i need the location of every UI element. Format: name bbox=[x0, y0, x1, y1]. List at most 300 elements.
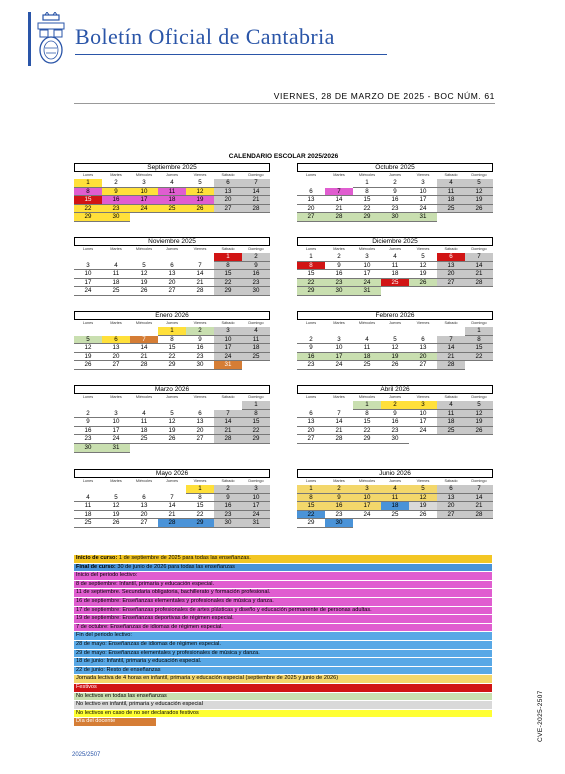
day-cell: 19 bbox=[130, 279, 158, 288]
weekday-label: Viernes bbox=[193, 247, 207, 251]
legend-text: Inicio del periodo lectivo: bbox=[76, 572, 138, 579]
empty-cell bbox=[130, 485, 158, 494]
empty-cell bbox=[325, 401, 353, 410]
day-cell: 23 bbox=[381, 427, 409, 436]
day-cell: 30 bbox=[242, 287, 270, 296]
day-cell: 20 bbox=[158, 279, 186, 288]
weekday-label: Lunes bbox=[82, 479, 94, 483]
day-cell: 22 bbox=[242, 427, 270, 436]
weekday-label: Sábado bbox=[221, 321, 235, 325]
legend-text: 29 de mayo: Enseñanzas elementales y profesionales de música y danza. bbox=[76, 649, 260, 656]
day-cell: 18 bbox=[437, 196, 465, 205]
day-cell: 23 bbox=[214, 511, 242, 520]
day-cell: 21 bbox=[437, 353, 465, 362]
month-name: Septiembre 2025 bbox=[74, 163, 270, 172]
day-cell: 19 bbox=[102, 511, 130, 520]
weekday-label: Martes bbox=[333, 479, 345, 483]
day-cell: 11 bbox=[437, 410, 465, 419]
day-cell: 17 bbox=[74, 279, 102, 288]
day-cell: 20 bbox=[437, 270, 465, 279]
weekday-label: Miércoles bbox=[135, 173, 153, 177]
weekday-label: Viernes bbox=[416, 395, 430, 399]
day-cell: 9 bbox=[242, 262, 270, 271]
day-cell: 19 bbox=[465, 196, 493, 205]
day-cell: 16 bbox=[325, 270, 353, 279]
day-cell: 3 bbox=[102, 410, 130, 419]
day-cell: 27 bbox=[102, 361, 130, 370]
day-cell: 6 bbox=[437, 253, 465, 262]
weekday-label: Domingo bbox=[471, 395, 487, 399]
empty-cell bbox=[74, 253, 102, 262]
day-cell: 25 bbox=[130, 435, 158, 444]
day-cell: 14 bbox=[214, 418, 242, 427]
weekday-label: Sábado bbox=[221, 395, 235, 399]
days-grid bbox=[297, 327, 493, 370]
day-cell: 13 bbox=[102, 344, 130, 353]
issue-divider bbox=[74, 103, 495, 104]
day-cell: 27 bbox=[297, 435, 325, 444]
day-cell: 5 bbox=[74, 336, 102, 345]
day-cell: 27 bbox=[214, 205, 242, 214]
day-cell: 24 bbox=[353, 511, 381, 520]
day-cell: 18 bbox=[381, 270, 409, 279]
day-cell: 11 bbox=[353, 344, 381, 353]
day-cell: 21 bbox=[186, 279, 214, 288]
weekday-label: Sábado bbox=[221, 479, 235, 483]
day-cell: 8 bbox=[242, 410, 270, 419]
weekday-header-row bbox=[297, 478, 493, 485]
weekday-label: Miércoles bbox=[358, 173, 376, 177]
day-cell: 17 bbox=[102, 427, 130, 436]
day-cell: 21 bbox=[130, 353, 158, 362]
day-cell: 11 bbox=[242, 336, 270, 345]
day-cell: 16 bbox=[381, 418, 409, 427]
day-cell: 10 bbox=[74, 270, 102, 279]
day-cell: 6 bbox=[186, 410, 214, 419]
day-cell: 28 bbox=[465, 279, 493, 288]
day-cell: 8 bbox=[297, 262, 325, 271]
weekday-label: Sábado bbox=[221, 173, 235, 177]
day-cell: 13 bbox=[437, 262, 465, 271]
weekday-label: Lunes bbox=[305, 321, 317, 325]
day-cell: 14 bbox=[242, 188, 270, 197]
day-cell: 5 bbox=[158, 410, 186, 419]
legend-text: 30 de junio de 2026 para todas las enseñanzas bbox=[115, 563, 235, 570]
day-cell: 26 bbox=[465, 205, 493, 214]
day-cell: 12 bbox=[409, 262, 437, 271]
day-cell: 14 bbox=[130, 344, 158, 353]
day-cell: 6 bbox=[158, 262, 186, 271]
day-cell: 17 bbox=[242, 502, 270, 511]
day-cell: 19 bbox=[409, 502, 437, 511]
day-cell: 3 bbox=[353, 485, 381, 494]
empty-cell bbox=[297, 401, 325, 410]
empty-cell bbox=[102, 253, 130, 262]
day-cell: 13 bbox=[297, 196, 325, 205]
day-cell: 29 bbox=[353, 213, 381, 222]
empty-cell bbox=[297, 179, 325, 188]
empty-cell bbox=[214, 401, 242, 410]
legend-row bbox=[74, 555, 492, 564]
month-name: Enero 2026 bbox=[74, 311, 270, 320]
month-calendar bbox=[74, 237, 270, 296]
days-grid bbox=[297, 253, 493, 296]
day-cell: 2 bbox=[297, 336, 325, 345]
day-cell: 16 bbox=[214, 502, 242, 511]
weekday-label: Viernes bbox=[416, 173, 430, 177]
day-cell: 12 bbox=[465, 410, 493, 419]
day-cell: 10 bbox=[353, 494, 381, 503]
day-cell: 14 bbox=[325, 196, 353, 205]
day-cell: 2 bbox=[74, 410, 102, 419]
day-cell: 22 bbox=[186, 511, 214, 520]
month-name: Octubre 2025 bbox=[297, 163, 493, 172]
day-cell: 15 bbox=[297, 270, 325, 279]
days-grid bbox=[297, 401, 493, 444]
day-cell: 23 bbox=[325, 511, 353, 520]
legend-text: 19 de septiembre: Enseñanzas deportivas de régimen especial. bbox=[76, 615, 234, 622]
day-cell: 5 bbox=[381, 336, 409, 345]
day-cell: 19 bbox=[465, 418, 493, 427]
day-cell: 28 bbox=[214, 435, 242, 444]
day-cell: 17 bbox=[409, 196, 437, 205]
day-cell: 8 bbox=[214, 262, 242, 271]
day-cell: 4 bbox=[74, 494, 102, 503]
day-cell: 30 bbox=[381, 213, 409, 222]
month-calendar bbox=[297, 469, 493, 528]
weekday-label: Domingo bbox=[471, 247, 487, 251]
day-cell: 8 bbox=[74, 188, 102, 197]
day-cell: 5 bbox=[130, 262, 158, 271]
month-calendar bbox=[74, 385, 270, 453]
day-cell: 9 bbox=[381, 410, 409, 419]
legend-text: Día del docente bbox=[76, 718, 116, 725]
weekday-label: Viernes bbox=[193, 321, 207, 325]
day-cell: 24 bbox=[353, 279, 381, 288]
day-cell: 10 bbox=[409, 410, 437, 419]
day-cell: 13 bbox=[437, 494, 465, 503]
day-cell: 18 bbox=[437, 418, 465, 427]
day-cell: 22 bbox=[74, 205, 102, 214]
day-cell: 9 bbox=[297, 344, 325, 353]
day-cell: 5 bbox=[465, 401, 493, 410]
empty-cell bbox=[102, 401, 130, 410]
day-cell: 10 bbox=[353, 262, 381, 271]
day-cell: 10 bbox=[325, 344, 353, 353]
weekday-label: Jueves bbox=[388, 321, 402, 325]
empty-cell bbox=[325, 179, 353, 188]
weekday-label: Viernes bbox=[193, 173, 207, 177]
day-cell: 16 bbox=[186, 344, 214, 353]
day-cell: 8 bbox=[465, 336, 493, 345]
day-cell: 2 bbox=[381, 179, 409, 188]
weekday-header-row bbox=[74, 172, 270, 179]
weekday-label: Domingo bbox=[248, 247, 264, 251]
day-cell: 30 bbox=[74, 444, 102, 453]
legend-text: Festivos bbox=[76, 683, 97, 690]
legend-row bbox=[74, 641, 492, 650]
day-cell: 26 bbox=[409, 511, 437, 520]
day-cell: 29 bbox=[297, 287, 325, 296]
calendar-legend bbox=[74, 555, 492, 727]
month-name: Febrero 2026 bbox=[297, 311, 493, 320]
day-cell: 4 bbox=[381, 485, 409, 494]
day-cell: 26 bbox=[130, 287, 158, 296]
empty-cell bbox=[437, 327, 465, 336]
day-cell: 2 bbox=[214, 485, 242, 494]
month-name: Diciembre 2025 bbox=[297, 237, 493, 246]
day-cell: 25 bbox=[353, 361, 381, 370]
day-cell: 28 bbox=[130, 361, 158, 370]
day-cell: 8 bbox=[353, 410, 381, 419]
day-cell: 4 bbox=[158, 179, 186, 188]
days-grid bbox=[74, 179, 270, 222]
day-cell: 20 bbox=[102, 353, 130, 362]
day-cell: 8 bbox=[186, 494, 214, 503]
legend-row bbox=[74, 615, 492, 624]
day-cell: 8 bbox=[297, 494, 325, 503]
month-name: Junio 2026 bbox=[297, 469, 493, 478]
day-cell: 7 bbox=[158, 494, 186, 503]
day-cell: 1 bbox=[74, 179, 102, 188]
weekday-label: Lunes bbox=[82, 321, 94, 325]
day-cell: 26 bbox=[409, 279, 437, 288]
day-cell: 19 bbox=[158, 427, 186, 436]
issue-date-line: VIERNES, 28 DE MARZO DE 2025 - BOC NÚM. 61 bbox=[273, 91, 495, 101]
weekday-header-row bbox=[74, 478, 270, 485]
day-cell: 5 bbox=[409, 485, 437, 494]
day-cell: 22 bbox=[297, 511, 325, 520]
day-cell: 18 bbox=[242, 344, 270, 353]
empty-cell bbox=[74, 327, 102, 336]
empty-cell bbox=[409, 327, 437, 336]
day-cell: 7 bbox=[465, 253, 493, 262]
day-cell: 11 bbox=[158, 188, 186, 197]
day-cell: 12 bbox=[158, 418, 186, 427]
day-cell: 26 bbox=[158, 435, 186, 444]
legend-row bbox=[74, 650, 492, 659]
weekday-header-row bbox=[74, 320, 270, 327]
empty-cell bbox=[102, 485, 130, 494]
empty-cell bbox=[158, 253, 186, 262]
month-name: Mayo 2026 bbox=[74, 469, 270, 478]
day-cell: 27 bbox=[437, 511, 465, 520]
legend-text: 8 de septiembre: Infantil, primaria y educación especial. bbox=[76, 580, 215, 587]
month-calendar bbox=[74, 469, 270, 528]
day-cell: 30 bbox=[381, 435, 409, 444]
day-cell: 29 bbox=[242, 435, 270, 444]
empty-cell bbox=[186, 253, 214, 262]
empty-cell bbox=[130, 401, 158, 410]
legend-text: 11 de septiembre. Secundaria obligatoria, bachillerato y formación profesional. bbox=[76, 589, 271, 596]
day-cell: 3 bbox=[409, 179, 437, 188]
empty-cell bbox=[381, 327, 409, 336]
day-cell: 23 bbox=[325, 279, 353, 288]
day-cell: 19 bbox=[409, 270, 437, 279]
day-cell: 18 bbox=[130, 427, 158, 436]
day-cell: 1 bbox=[242, 401, 270, 410]
day-cell: 14 bbox=[437, 344, 465, 353]
weekday-label: Lunes bbox=[305, 395, 317, 399]
day-cell: 7 bbox=[325, 188, 353, 197]
day-cell: 23 bbox=[297, 361, 325, 370]
footer-document-code: 2025/2507 bbox=[72, 752, 101, 758]
day-cell: 2 bbox=[242, 253, 270, 262]
day-cell: 12 bbox=[381, 344, 409, 353]
day-cell: 15 bbox=[242, 418, 270, 427]
day-cell: 12 bbox=[130, 270, 158, 279]
day-cell: 26 bbox=[186, 205, 214, 214]
day-cell: 11 bbox=[381, 262, 409, 271]
weekday-label: Martes bbox=[110, 321, 122, 325]
day-cell: 24 bbox=[74, 287, 102, 296]
day-cell: 12 bbox=[409, 494, 437, 503]
day-cell: 30 bbox=[102, 213, 130, 222]
weekday-header-row bbox=[297, 172, 493, 179]
day-cell: 9 bbox=[214, 494, 242, 503]
legend-row bbox=[74, 564, 492, 573]
weekday-label: Martes bbox=[333, 395, 345, 399]
legend-text: No lectivo en infantil, primaria y educación especial bbox=[76, 701, 203, 708]
legend-text: 16 de septiembre: Enseñanzas elementales y profesionales de música y danza. bbox=[76, 597, 274, 604]
day-cell: 28 bbox=[437, 361, 465, 370]
legend-text: No lectivos en todas las enseñanzas bbox=[76, 692, 167, 699]
legend-text: No lectivos en caso de no ser declarados festivos bbox=[76, 709, 199, 716]
day-cell: 30 bbox=[325, 287, 353, 296]
day-cell: 5 bbox=[102, 494, 130, 503]
day-cell: 12 bbox=[186, 188, 214, 197]
day-cell: 6 bbox=[102, 336, 130, 345]
day-cell: 8 bbox=[353, 188, 381, 197]
day-cell: 11 bbox=[381, 494, 409, 503]
day-cell: 12 bbox=[102, 502, 130, 511]
day-cell: 9 bbox=[186, 336, 214, 345]
day-cell: 10 bbox=[102, 418, 130, 427]
day-cell: 31 bbox=[242, 519, 270, 528]
day-cell: 1 bbox=[465, 327, 493, 336]
weekday-label: Martes bbox=[333, 321, 345, 325]
weekday-label: Sábado bbox=[444, 321, 458, 325]
day-cell: 29 bbox=[297, 519, 325, 528]
day-cell: 15 bbox=[158, 344, 186, 353]
weekday-label: Martes bbox=[110, 479, 122, 483]
day-cell: 5 bbox=[465, 179, 493, 188]
day-cell: 31 bbox=[353, 287, 381, 296]
day-cell: 26 bbox=[102, 519, 130, 528]
day-cell: 26 bbox=[465, 427, 493, 436]
day-cell: 10 bbox=[130, 188, 158, 197]
day-cell: 23 bbox=[242, 279, 270, 288]
weekday-label: Domingo bbox=[248, 479, 264, 483]
day-cell: 6 bbox=[214, 179, 242, 188]
day-cell: 27 bbox=[186, 435, 214, 444]
day-cell: 13 bbox=[130, 502, 158, 511]
day-cell: 7 bbox=[325, 410, 353, 419]
day-cell: 7 bbox=[130, 336, 158, 345]
weekday-label: Martes bbox=[333, 173, 345, 177]
day-cell: 19 bbox=[186, 196, 214, 205]
legend-row bbox=[74, 701, 492, 710]
weekday-label: Martes bbox=[110, 173, 122, 177]
day-cell: 1 bbox=[297, 485, 325, 494]
day-cell: 6 bbox=[297, 188, 325, 197]
day-cell: 15 bbox=[353, 418, 381, 427]
days-grid bbox=[74, 327, 270, 370]
day-cell: 20 bbox=[409, 353, 437, 362]
calendar-title: CALENDARIO ESCOLAR 2025/2026 bbox=[228, 153, 339, 160]
day-cell: 10 bbox=[214, 336, 242, 345]
weekday-label: Domingo bbox=[471, 479, 487, 483]
day-cell: 12 bbox=[74, 344, 102, 353]
weekday-label: Miércoles bbox=[358, 321, 376, 325]
day-cell: 16 bbox=[242, 270, 270, 279]
legend-text: 17 de septiembre: Enseñanzas profesionales de artes plásticas y diseño y educación permanente de personas adultas. bbox=[76, 606, 372, 613]
day-cell: 20 bbox=[297, 427, 325, 436]
day-cell: 21 bbox=[325, 427, 353, 436]
day-cell: 25 bbox=[437, 427, 465, 436]
weekday-header-row bbox=[297, 320, 493, 327]
day-cell: 9 bbox=[325, 494, 353, 503]
day-cell: 27 bbox=[437, 279, 465, 288]
day-cell: 24 bbox=[242, 511, 270, 520]
day-cell: 23 bbox=[186, 353, 214, 362]
day-cell: 15 bbox=[186, 502, 214, 511]
day-cell: 1 bbox=[158, 327, 186, 336]
day-cell: 3 bbox=[74, 262, 102, 271]
day-cell: 9 bbox=[74, 418, 102, 427]
day-cell: 15 bbox=[297, 502, 325, 511]
weekday-label: Jueves bbox=[165, 173, 179, 177]
weekday-label: Viernes bbox=[416, 321, 430, 325]
day-cell: 28 bbox=[465, 511, 493, 520]
month-name: Noviembre 2025 bbox=[74, 237, 270, 246]
weekday-label: Viernes bbox=[416, 247, 430, 251]
weekday-label: Sábado bbox=[444, 247, 458, 251]
day-cell: 4 bbox=[102, 262, 130, 271]
weekday-header-row bbox=[297, 394, 493, 401]
day-cell: 6 bbox=[409, 336, 437, 345]
day-cell: 5 bbox=[186, 179, 214, 188]
weekday-label: Sábado bbox=[444, 395, 458, 399]
day-cell: 22 bbox=[214, 279, 242, 288]
day-cell: 13 bbox=[158, 270, 186, 279]
day-cell: 17 bbox=[130, 196, 158, 205]
day-cell: 2 bbox=[325, 253, 353, 262]
weekday-label: Sábado bbox=[221, 247, 235, 251]
day-cell: 2 bbox=[325, 485, 353, 494]
day-cell: 15 bbox=[465, 344, 493, 353]
weekday-label: Jueves bbox=[165, 321, 179, 325]
legend-row bbox=[74, 598, 492, 607]
day-cell: 27 bbox=[158, 287, 186, 296]
day-cell: 25 bbox=[437, 205, 465, 214]
days-grid bbox=[74, 253, 270, 296]
day-cell: 29 bbox=[74, 213, 102, 222]
day-cell: 31 bbox=[409, 213, 437, 222]
day-cell: 17 bbox=[214, 344, 242, 353]
weekday-label: Martes bbox=[333, 247, 345, 251]
weekday-label: Domingo bbox=[248, 173, 264, 177]
day-cell: 19 bbox=[74, 353, 102, 362]
weekday-label: Jueves bbox=[388, 247, 402, 251]
weekday-label: Jueves bbox=[388, 479, 402, 483]
month-calendar bbox=[297, 237, 493, 296]
month-calendar bbox=[297, 163, 493, 222]
day-cell: 1 bbox=[353, 401, 381, 410]
day-cell: 13 bbox=[297, 418, 325, 427]
day-cell: 14 bbox=[325, 418, 353, 427]
weekday-label: Lunes bbox=[305, 479, 317, 483]
